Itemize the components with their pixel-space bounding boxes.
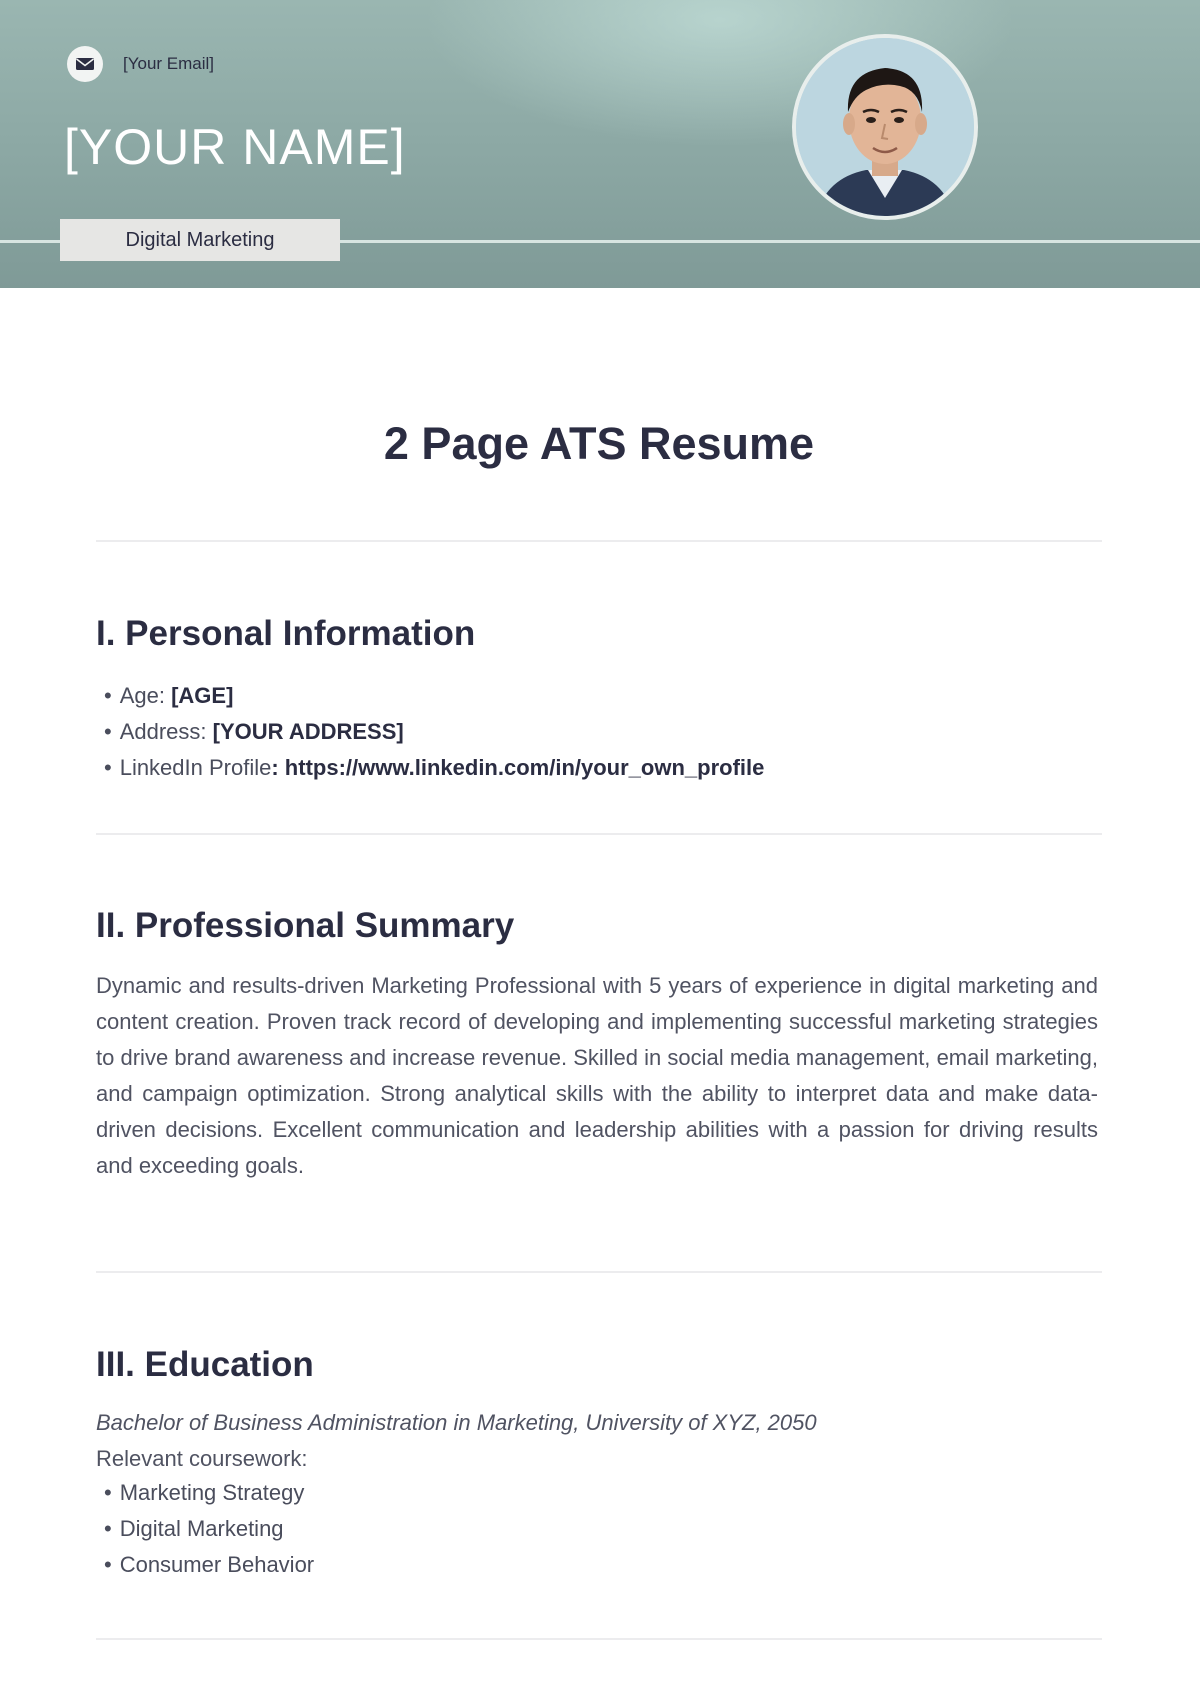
list-item: • Consumer Behavior [104, 1552, 315, 1577]
address-value: [YOUR ADDRESS] [212, 719, 404, 744]
section-divider [96, 1638, 1102, 1640]
header-banner [0, 0, 1200, 288]
email-icon [67, 46, 103, 82]
professional-summary-text: Dynamic and results-driven Marketing Professional with 5 years of experience in digital marketing and content creation. Proven track record of developing and implementing successful marketing strategies to drive brand awareness and increase revenue. Skilled in social media management, email marketing, and campaign optimization. Strong analytical skills with the ability to interpret data and make data-driven decisions. Excellent communication and leadership abilities with a passion for driving results and exceeding goals. [96, 973, 1098, 1178]
document-title: 2 Page ATS Resume [383, 418, 815, 469]
address-label: Address: [119, 719, 213, 744]
email-text: [Your Email] [123, 54, 215, 73]
coursework-list [96, 1475, 314, 1583]
your-name: [YOUR NAME] [64, 119, 406, 175]
course-item: Digital Marketing [119, 1516, 284, 1541]
education-heading: III. Education [96, 1345, 314, 1384]
personal-information-list [96, 678, 764, 786]
list-item: • Digital Marketing [104, 1516, 284, 1541]
course-item: Marketing Strategy [119, 1480, 305, 1505]
linkedin-label: LinkedIn Profile [119, 755, 272, 780]
email-row [67, 46, 214, 82]
course-item: Consumer Behavior [119, 1552, 315, 1577]
personal-information-heading: I. Personal Information [96, 614, 476, 653]
education-degree: Bachelor of Business Administration in Marketing, University of XYZ, 2050 [96, 1410, 817, 1435]
list-item: • LinkedIn Profile: https://www.linkedin.com/in/your_own_profile [104, 755, 765, 780]
professional-summary-heading: II. Professional Summary [96, 906, 515, 945]
coursework-label: Relevant coursework: [96, 1446, 308, 1471]
section-divider [96, 540, 1102, 542]
linkedin-value: : https://www.linkedin.com/in/your_own_profile [271, 755, 765, 780]
age-label: Age: [119, 683, 172, 708]
role-label: Digital Marketing [125, 228, 275, 251]
role-badge [60, 219, 340, 261]
list-item: • Marketing Strategy [104, 1480, 305, 1505]
profile-photo [792, 34, 978, 220]
age-value: [AGE] [171, 683, 234, 708]
section-divider [96, 1271, 1102, 1273]
section-divider [96, 833, 1102, 835]
list-item: • Age: [AGE] [104, 683, 234, 708]
list-item: • Address: [YOUR ADDRESS] [104, 719, 404, 744]
